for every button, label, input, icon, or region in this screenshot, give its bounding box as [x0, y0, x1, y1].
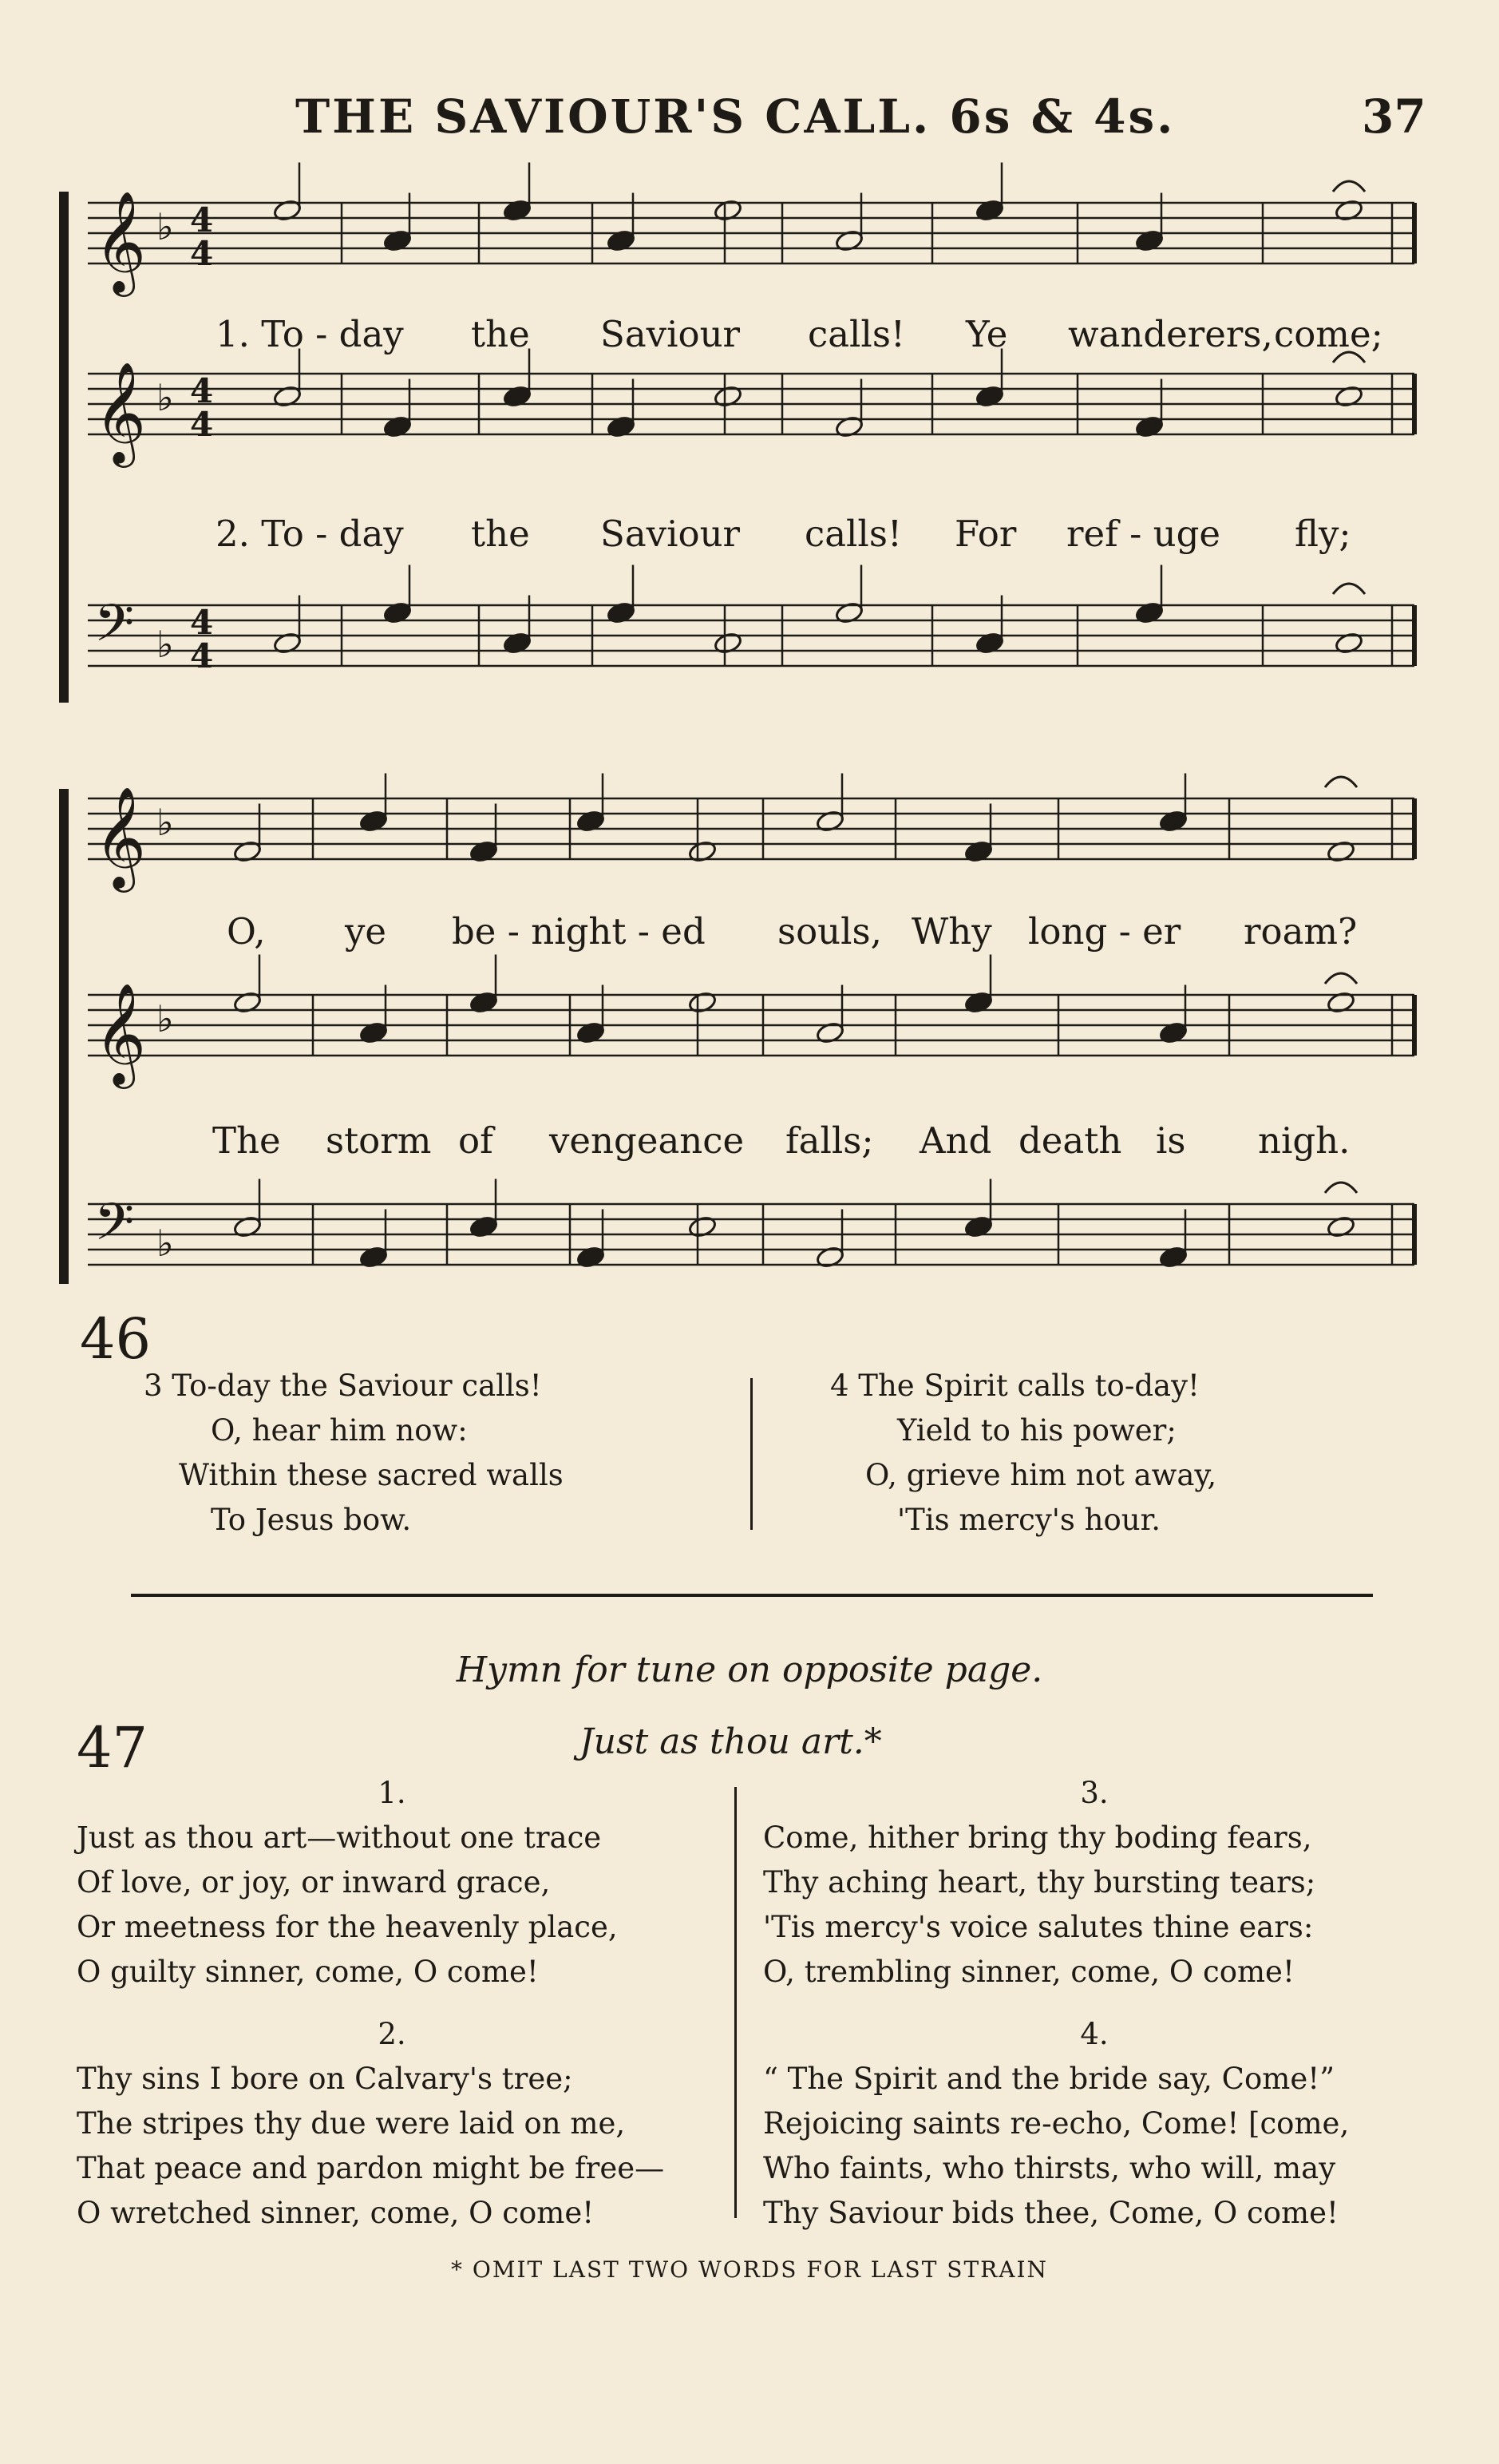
hymn-number-47: 47 — [77, 1715, 148, 1781]
verse-line: Thy aching heart, thy bursting tears; — [763, 1865, 1316, 1899]
lyric-word: be - night - ed — [452, 910, 706, 953]
bass-clef-icon: 𝄢 — [94, 594, 135, 666]
treble-clef-icon: 𝄞 — [94, 982, 147, 1084]
verse-line: 'Tis mercy's voice salutes thine ears: — [763, 1910, 1314, 1944]
treble-clef-icon: 𝄞 — [94, 190, 147, 292]
verse-line: O guilty sinner, come, O come! — [77, 1955, 539, 1989]
verse-line: That peace and pardon might be free— — [77, 2151, 665, 2185]
verse-line: 3 To-day the Saviour calls! — [144, 1369, 542, 1403]
verse-line: To Jesus bow. — [211, 1503, 412, 1537]
lyric-word: And — [920, 1119, 992, 1162]
verse-47-3 — [763, 1771, 1426, 1995]
verse-line: Come, hither bring thy boding fears, — [763, 1820, 1312, 1855]
lyric-word: wanderers, — [1068, 313, 1273, 355]
verse-number: 3. — [1080, 1776, 1109, 1810]
verse-number: 2. — [378, 2017, 406, 2051]
verse-line: Rejoicing saints re-echo, Come! [come, — [763, 2106, 1350, 2141]
lyric-word: calls! — [805, 513, 902, 555]
lyric-word: Why — [912, 910, 992, 953]
verse-line: Thy sins I bore on Calvary's tree; — [77, 2062, 573, 2096]
system-brace — [59, 789, 69, 1284]
verse-number: 1. — [378, 1776, 406, 1810]
verse-3 — [144, 1364, 564, 1543]
lyric-word: Ye — [966, 313, 1008, 355]
section-divider — [131, 1594, 1373, 1597]
verse-4 — [830, 1364, 1216, 1543]
hymn47-title: Just as thou art.* — [579, 1721, 882, 1762]
verse-47-1 — [77, 1771, 707, 1995]
lyric-word: falls; — [785, 1119, 874, 1162]
treble-clef-icon: 𝄞 — [94, 361, 147, 463]
flat-icon: ♭ — [156, 997, 174, 1040]
lyric-word: death — [1018, 1119, 1122, 1162]
lyric-word: the — [471, 313, 530, 355]
fermata-icon — [1333, 181, 1365, 192]
verse-line: O, hear him now: — [211, 1413, 468, 1448]
time-signature-bottom: 4 — [190, 636, 214, 675]
fermata-icon — [1333, 584, 1365, 594]
bass-clef-icon: 𝄢 — [94, 1193, 135, 1265]
lyric-word: ye — [345, 910, 387, 953]
verse-number: 4. — [1080, 2017, 1109, 2051]
footnote: * OMIT LAST TWO WORDS FOR LAST STRAIN — [450, 2256, 1049, 2283]
page-number: 37 — [1362, 89, 1426, 144]
lyric-word: ref - uge — [1066, 513, 1221, 555]
flat-icon: ♭ — [156, 376, 174, 419]
lyric-word: vengeance — [549, 1119, 745, 1162]
verse-line: 4 The Spirit calls to-day! — [830, 1369, 1200, 1403]
verse-line: Just as thou art—without one trace — [77, 1820, 602, 1855]
hymn47-heading: Hymn for tune on opposite page. — [456, 1650, 1043, 1690]
verse-line: 'Tis mercy's hour. — [897, 1503, 1161, 1537]
flat-icon: ♭ — [156, 801, 174, 844]
lyric-word: Saviour — [600, 513, 741, 555]
time-signature-bottom: 4 — [190, 234, 214, 273]
treble-clef-icon: 𝄞 — [94, 786, 147, 888]
lyric-word: the — [471, 513, 530, 555]
lyric-word: come; — [1274, 313, 1383, 355]
lyric-word: Saviour — [600, 313, 741, 355]
lyric-word: nigh. — [1258, 1119, 1351, 1162]
verse-line: O, grieve him not away, — [865, 1458, 1217, 1492]
fermata-icon — [1325, 777, 1357, 787]
verse-line: The stripes thy due were laid on me, — [77, 2106, 626, 2141]
time-signature-top: 4 — [190, 200, 214, 240]
lyric-word: O, — [227, 910, 266, 953]
verse-line: Yield to his power; — [897, 1413, 1177, 1448]
hymn-number-46: 46 — [80, 1306, 152, 1372]
lyric-word: 1. To - day — [216, 313, 404, 355]
flat-icon: ♭ — [156, 205, 174, 248]
lyric-word: souls, — [777, 910, 882, 953]
time-signature-bottom: 4 — [190, 405, 214, 444]
lyric-word: fly; — [1295, 513, 1351, 555]
verse-line: Thy Saviour bids thee, Come, O come! — [763, 2196, 1339, 2230]
fermata-icon — [1325, 973, 1357, 984]
lyric-word: The — [212, 1119, 281, 1162]
column-divider — [734, 1787, 737, 2218]
lyric-word: is — [1156, 1119, 1186, 1162]
lyric-word: of — [458, 1119, 493, 1162]
flat-icon: ♭ — [156, 623, 174, 666]
verse-47-4 — [763, 2012, 1426, 2236]
system-brace — [59, 192, 69, 703]
verse-line: O, trembling sinner, come, O come! — [763, 1955, 1295, 1989]
verse-line: Of love, or joy, or inward grace, — [77, 1865, 551, 1899]
column-divider — [750, 1378, 753, 1530]
lyric-word: long - er — [1028, 910, 1181, 953]
lyric-word: 2. To - day — [216, 513, 404, 555]
verse-line: Or meetness for the heavenly place, — [77, 1910, 618, 1944]
time-signature-top: 4 — [190, 371, 214, 410]
verse-line: Within these sacred walls — [179, 1458, 564, 1492]
lyric-word: storm — [326, 1119, 432, 1162]
verse-line: O wretched sinner, come, O come! — [77, 2196, 595, 2230]
verse-47-2 — [77, 2012, 707, 2236]
lyric-word: For — [955, 513, 1017, 555]
verse-line: Who faints, who thirsts, who will, may — [763, 2151, 1336, 2185]
fermata-icon — [1325, 1182, 1357, 1193]
flat-icon: ♭ — [156, 1222, 174, 1265]
lyric-word: calls! — [808, 313, 905, 355]
lyric-word: roam? — [1244, 910, 1358, 953]
hymn-title: THE SAVIOUR'S CALL. 6s & 4s. — [295, 89, 1176, 144]
time-signature-top: 4 — [190, 603, 214, 642]
verse-line: “ The Spirit and the bride say, Come!” — [763, 2062, 1335, 2096]
